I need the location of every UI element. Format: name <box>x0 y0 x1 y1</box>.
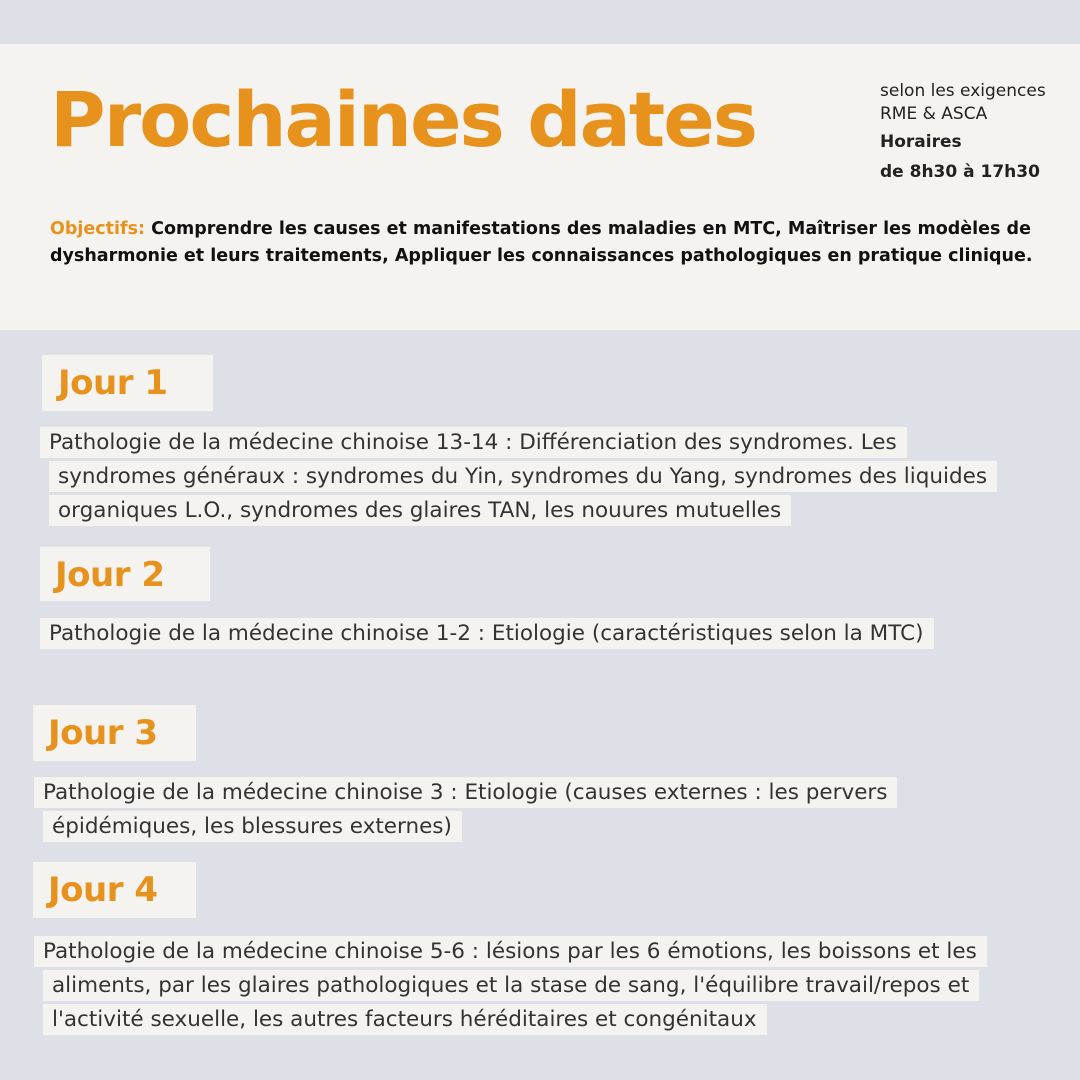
page-title: Prochaines dates <box>50 75 757 164</box>
objectives-label: Objectifs: <box>50 219 146 239</box>
day-2-description-text: Pathologie de la médecine chinoise 1-2 : Etiologie (caractéristiques selon la MTC) <box>40 618 934 649</box>
day-3-label: Jour 3 <box>33 705 196 761</box>
day-3-description <box>43 776 988 844</box>
requirements-line-2: RME & ASCA <box>880 104 988 124</box>
day-1-description <box>49 426 994 528</box>
day-4-label: Jour 4 <box>33 862 196 918</box>
objectives <box>50 216 1040 270</box>
objectives-text: Comprendre les causes et manifestations des maladies en MTC, Maîtriser les modèles de dysharmonie et leurs traitements, Appliquer les connaissances pathologiques en pratique clinique. <box>50 219 1033 266</box>
day-2-description <box>49 617 994 651</box>
day-1-description-text: Pathologie de la médecine chinoise 13-14 : Différenciation des syndromes. Les syndromes généraux : syndromes du Yin, syndromes du Yang, syndromes des liquides organiques L.O., syndromes des glaires TAN, les nouures mutuelles <box>40 427 997 526</box>
day-4-description <box>43 935 988 1037</box>
day-4-description-text: Pathologie de la médecine chinoise 5-6 : lésions par les 6 émotions, les boissons et les aliments, par les glaires pathologiques et la stase de sang, l'équilibre travail/repos et l'activité sexuelle, les autres facteurs héréditaires et congénitaux <box>34 936 987 1035</box>
schedule-label: Horaires <box>880 132 962 152</box>
requirements-line-1: selon les exigences <box>880 81 1046 101</box>
day-1-label: Jour 1 <box>42 355 213 411</box>
day-2-label: Jour 2 <box>40 547 210 601</box>
day-3-description-text: Pathologie de la médecine chinoise 3 : Etiologie (causes externes : les pervers épidémiques, les blessures externes) <box>34 777 897 842</box>
side-info <box>880 80 1075 187</box>
schedule-value: de 8h30 à 17h30 <box>880 162 1040 182</box>
